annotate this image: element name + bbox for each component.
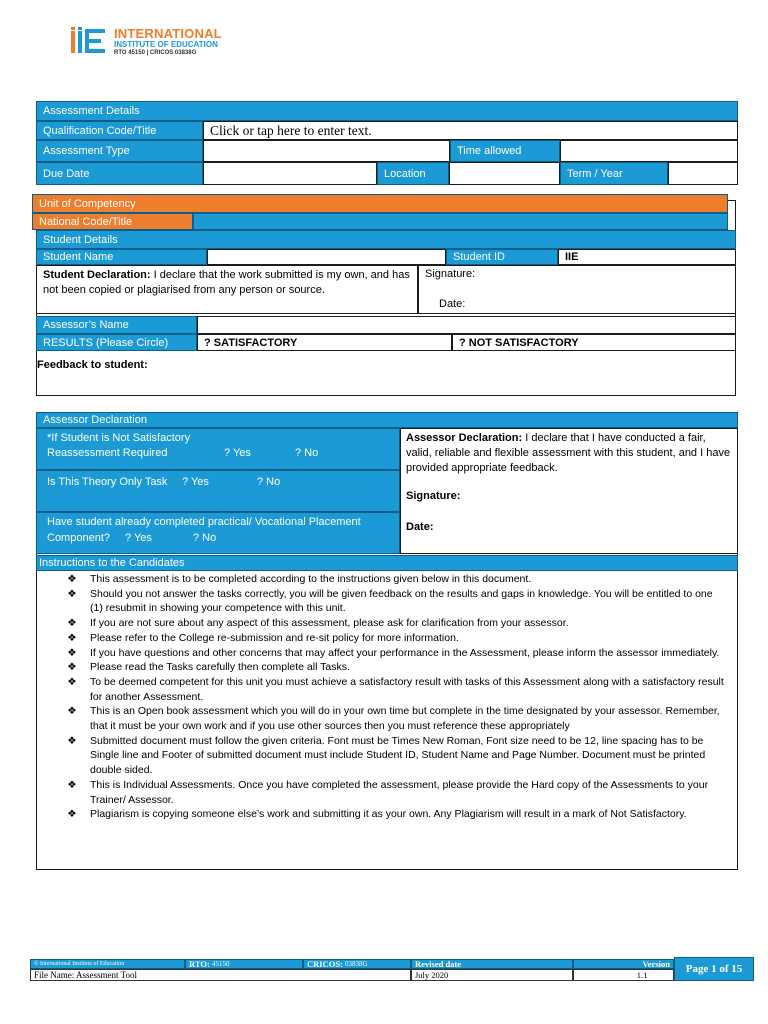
instruction-text: Should you not answer the tasks correctly, you will be given feedback on the results and gaps in knowledge. You will be entitled to one (1) resubmit in showing your competence with this unit. xyxy=(90,587,713,615)
instruction-text: Plagiarism is copying someone else’s work and submitting it as your own. Any Plagiarism will result in a mark of Not Satisfactory. xyxy=(90,808,687,821)
instruction-item xyxy=(36,734,736,778)
student-name-label: Student Name xyxy=(36,249,207,265)
footer-version-label: Version xyxy=(573,959,674,969)
national-code-input[interactable] xyxy=(193,213,728,230)
national-code-label: National Code/Title xyxy=(32,213,193,230)
instruction-text: Please read the Tasks carefully then complete all Tasks. xyxy=(90,661,350,674)
term-year-input[interactable] xyxy=(668,162,738,185)
assessor-signature-label: Signature: xyxy=(406,490,461,502)
diamond-bullet-icon: ❖ xyxy=(67,573,77,585)
assessor-declaration-statement xyxy=(406,431,734,476)
footer-file-name: File Name: Assessment Tool xyxy=(30,969,411,981)
student-id-input[interactable]: IIE xyxy=(558,249,736,265)
instruction-item xyxy=(36,660,736,675)
footer-page-number: Page 1 of 15 xyxy=(674,957,754,981)
student-date-label: Date: xyxy=(439,298,466,310)
assessment-type-input[interactable] xyxy=(203,140,450,162)
student-id-label: Student ID xyxy=(446,249,558,265)
diamond-bullet-icon: ❖ xyxy=(67,617,77,630)
practical-placement-question xyxy=(36,512,400,554)
diamond-bullet-icon: ❖ xyxy=(67,734,77,747)
instruction-text: This is an Open book assessment which you will do in your own time but complete in the time designated by your assessor. Remember, that it must be your own work and if you use other sources then you must reference these appropriately xyxy=(90,705,720,733)
diamond-bullet-icon: ❖ xyxy=(67,778,77,791)
assessor-declaration-box xyxy=(400,428,738,554)
diamond-bullet-icon: ❖ xyxy=(67,631,77,644)
due-date-label: Due Date xyxy=(36,162,203,185)
practical-placement-no-option[interactable]: ? No xyxy=(193,532,217,544)
instruction-text: Submitted document must follow the given criteria. Font must be Times New Roman, Font size need to be 12, line spacing has to be Single line and Footer of submitted document must include Student ID, Student Name and Page Number. Document must be printed double sided. xyxy=(90,734,706,777)
theory-only-yes-option[interactable]: ? Yes xyxy=(182,476,209,488)
unit-of-competency-label: Unit of Competency xyxy=(32,194,728,213)
practical-placement-line2: Component? xyxy=(47,532,110,544)
footer-cricos xyxy=(303,959,411,969)
reassessment-no-option[interactable]: ? No xyxy=(295,447,319,459)
not-satisfactory-option[interactable]: ? NOT SATISFACTORY xyxy=(452,334,736,351)
assessor-declaration-text: I declare that I have conducted a fair, valid, reliable and flexible assessment with this student, and I have provided appropriate feedback. xyxy=(406,432,731,474)
footer-revised-value: July 2020 xyxy=(411,969,573,981)
instruction-item xyxy=(36,631,736,646)
instruction-item xyxy=(36,572,736,587)
student-declaration-title: Student Declaration: xyxy=(43,269,151,281)
instructions-header: Instructions to the Candidates xyxy=(36,555,738,571)
logo-subtitle: INSTITUTE OF EDUCATION xyxy=(114,39,218,49)
student-signature-box[interactable] xyxy=(418,265,736,314)
instruction-text: If you have questions and other concerns that may affect your performance in the Assessment, please inform the assessor immediately. xyxy=(90,646,720,659)
qualification-label: Qualification Code/Title xyxy=(36,121,203,140)
footer-cricos-label: CRICOS: xyxy=(307,959,343,969)
footer-revised-label: Revised date xyxy=(411,959,573,969)
instruction-item xyxy=(36,807,736,822)
reassessment-line2: Reassessment Required xyxy=(47,447,168,459)
term-year-label: Term / Year xyxy=(560,162,668,185)
assessment-details-header: Assessment Details xyxy=(36,101,738,121)
diamond-bullet-icon: ❖ xyxy=(67,646,77,659)
diamond-bullet-icon: ❖ xyxy=(67,675,77,688)
instruction-item xyxy=(36,646,736,661)
student-details-header: Student Details xyxy=(36,230,736,249)
instruction-item xyxy=(36,675,736,704)
due-date-input[interactable] xyxy=(203,162,377,185)
time-allowed-label: Time allowed xyxy=(450,140,560,162)
logo-registration: RTO 45150 | CRICOS 03838G xyxy=(114,49,197,56)
assessor-date-label: Date: xyxy=(406,521,434,533)
diamond-bullet-icon: ❖ xyxy=(67,661,77,674)
footer-copyright: © International Institute of Education xyxy=(30,959,185,969)
instruction-item xyxy=(36,704,736,733)
feedback-label: Feedback to student: xyxy=(37,359,148,371)
instruction-item xyxy=(36,587,736,616)
theory-only-question xyxy=(36,470,400,512)
student-signature-label: Signature: xyxy=(425,268,476,280)
time-allowed-input[interactable] xyxy=(560,140,738,162)
footer-rto-value: 45150 xyxy=(211,960,230,968)
qualification-input[interactable]: Click or tap here to enter text. xyxy=(203,121,738,140)
instruction-text: This assessment is to be completed according to the instructions given below in this document. xyxy=(90,573,532,585)
instruction-item xyxy=(36,616,736,631)
instruction-text: If you are not sure about any aspect of this assessment, please ask for clarification from your assessor. xyxy=(90,617,569,630)
instruction-item xyxy=(36,778,736,807)
diamond-bullet-icon: ❖ xyxy=(67,808,77,821)
reassessment-yes-option[interactable]: ? Yes xyxy=(224,447,251,459)
assessor-declaration-title: Assessor Declaration: xyxy=(406,432,523,444)
reassessment-question xyxy=(36,428,400,470)
diamond-bullet-icon: ❖ xyxy=(67,587,77,600)
location-label: Location xyxy=(377,162,449,185)
reassessment-line1: *If Student is Not Satisfactory xyxy=(47,432,191,444)
diamond-bullet-icon: ❖ xyxy=(67,705,77,718)
assessment-type-label: Assessment Type xyxy=(36,140,203,162)
theory-only-no-option[interactable]: ? No xyxy=(257,476,281,488)
satisfactory-option[interactable]: ? SATISFACTORY xyxy=(197,334,452,351)
practical-placement-yes-option[interactable]: ? Yes xyxy=(125,532,152,544)
institute-logo xyxy=(70,27,222,55)
assessor-declaration-header: Assessor Declaration xyxy=(36,412,738,428)
iie-logo-mark-icon xyxy=(70,27,110,55)
logo-text xyxy=(114,27,222,56)
results-label: RESULTS (Please Circle) xyxy=(36,334,197,351)
footer-cricos-value: 03838G xyxy=(345,960,368,968)
student-declaration-text: I declare that the work submitted is my own, and has not been copied or plagiarised from any person or source. xyxy=(43,269,410,296)
theory-only-label: Is This Theory Only Task xyxy=(47,476,168,488)
footer-rto xyxy=(185,959,303,969)
location-input[interactable] xyxy=(449,162,560,185)
assessor-name-label: Assessor’s Name xyxy=(36,316,197,334)
assessor-name-input[interactable] xyxy=(197,316,736,334)
instruction-text: This is Individual Assessments. Once you have completed the assessment, please provide the Hard copy of the Assessments to your Trainer/ Assessor. xyxy=(90,778,709,806)
instruction-text: Please refer to the College re-submission and re-sit policy for more information. xyxy=(90,631,459,644)
instructions-list xyxy=(36,572,736,822)
practical-placement-line1: Have student already completed practical/ Vocational Placement xyxy=(47,516,361,528)
footer-version-value: 1.1 xyxy=(573,969,674,981)
student-name-input[interactable] xyxy=(207,249,446,265)
footer-rto-label: RTO: xyxy=(189,959,210,969)
logo-title: INTERNATIONAL xyxy=(114,25,222,41)
instruction-text: To be deemed competent for this unit you must achieve a satisfactory result with tasks of this Assessment along with a satisfactory result for another Assessment. xyxy=(90,675,724,703)
student-declaration xyxy=(36,265,418,314)
